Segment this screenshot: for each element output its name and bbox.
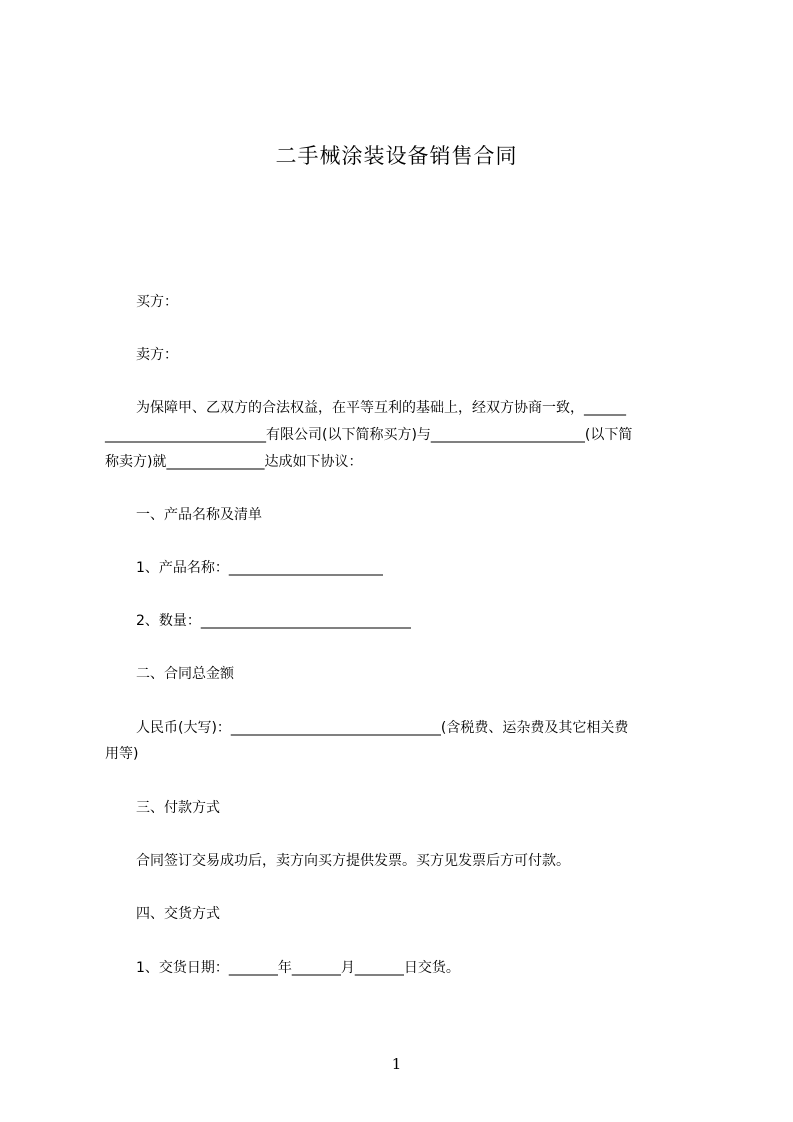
seller-line: 卖方： (136, 347, 178, 363)
amount-line-1: 人民币(大写)：______________________________(含税费、运杂费及其它相关费 (136, 720, 629, 736)
intro-line-3: 称卖方)就______________达成如下协议： (105, 454, 363, 470)
section-2-heading: 二、合同总金额 (136, 666, 234, 682)
buyer-line: 买方： (136, 294, 178, 310)
amount-line-2: 用等) (105, 746, 139, 762)
payment-text: 合同签订交易成功后，卖方向买方提供发票。买方见发票后方可付款。 (136, 853, 570, 869)
delivery-date-line: 1、交货日期：_______年_______月_______日交货。 (136, 960, 460, 976)
section-3-heading: 三、付款方式 (136, 800, 220, 816)
intro-line-2: _______________________有限公司(以下简称买方)与______________________(以下简 (105, 427, 633, 443)
quantity-line: 2、数量：______________________________ (136, 613, 411, 629)
intro-line-1: 为保障甲、乙双方的合法权益，在平等互利的基础上，经双方协商一致，______ (136, 400, 626, 416)
page-number: 1 (391, 1055, 402, 1073)
document-title: 二手械涂装设备销售合同 (275, 144, 518, 168)
section-1-heading: 一、产品名称及清单 (136, 507, 262, 523)
product-name-line: 1、产品名称：______________________ (136, 560, 383, 576)
section-4-heading: 四、交货方式 (136, 906, 220, 922)
